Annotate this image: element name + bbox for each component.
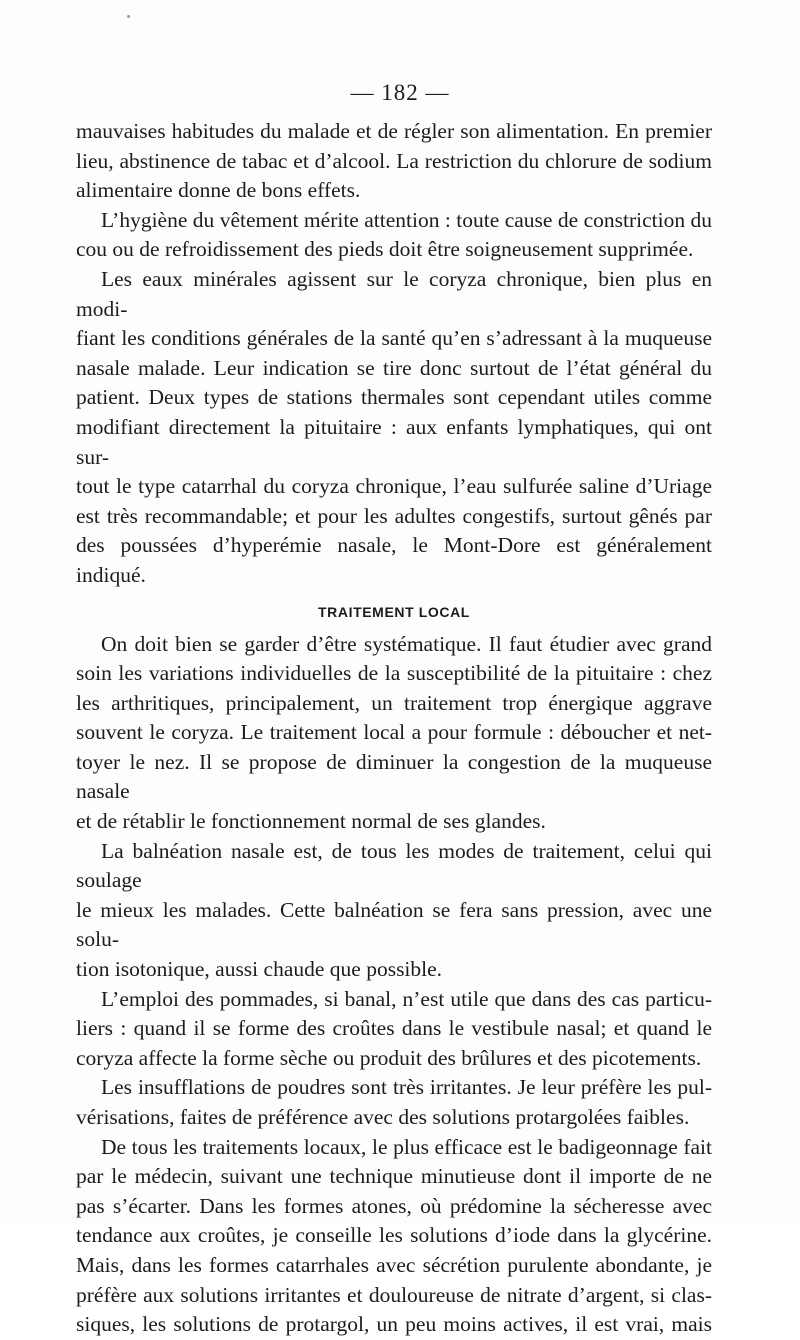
text-line: L’emploi des pommades, si banal, n’est utile que dans des cas particu-: [101, 986, 712, 1011]
paragraph: [76, 1073, 712, 1132]
text-line: patient. Deux types de stations thermales sont cependant utiles comme: [76, 385, 712, 410]
text-line: liers : quand il se forme des croûtes dans le vestibule nasal; et quand le: [76, 1016, 712, 1041]
text-line: De tous les traitements locaux, le plus efficace est le badigeonnage fait: [101, 1134, 712, 1159]
text-line: et de rétablir le fonctionnement normal de ses glandes.: [76, 809, 546, 834]
text-line: cou ou de refroidissement des pieds doit être soigneusement supprimée.: [76, 237, 694, 262]
section-heading: TRAITEMENT LOCAL: [318, 603, 470, 620]
paragraph-group-before: [76, 117, 712, 591]
text-line: tendance aux croûtes, je conseille les solutions d’iode dans la glycérine.: [76, 1223, 712, 1248]
text-line: La balnéation nasale est, de tous les modes de traitement, celui qui soulage: [76, 838, 712, 893]
text-line: le mieux les malades. Cette balnéation se fera sans pression, avec une solu-: [76, 897, 712, 952]
text-line: L’hygiène du vêtement mérite attention : toute cause de constriction du: [101, 207, 712, 232]
paragraph: [76, 265, 712, 591]
text-line: soin les variations individuelles de la susceptibilité de la pituitaire : chez: [76, 661, 712, 686]
text-line: fiant les conditions générales de la santé qu’en s’adressant à la muqueuse: [76, 326, 712, 351]
paragraph: [76, 837, 712, 985]
text-line: souvent le coryza. Le traitement local a pour formule : déboucher et net-: [76, 720, 712, 745]
text-line: alimentaire donne de bons effets.: [76, 178, 361, 203]
text-line: Mais, dans les formes catarrhales avec sécrétion purulente abondante, je: [76, 1252, 712, 1277]
text-line: coryza affecte la forme sèche ou produit des brûlures et des picotements.: [76, 1045, 702, 1070]
text-line: mauvaises habitudes du malade et de régler son alimentation. En premier: [76, 119, 712, 143]
paragraph: [76, 1133, 712, 1340]
body-text: [76, 117, 712, 1340]
paragraph: [76, 630, 712, 837]
paper-speck: [127, 15, 130, 18]
text-line: est très recommandable; et pour les adultes congestifs, surtout gênés par: [76, 503, 712, 528]
text-line: par le médecin, suivant une technique minutieuse dont il importe de ne: [76, 1164, 712, 1189]
text-line: préfère aux solutions irritantes et douloureuse de nitrate d’argent, si clas-: [76, 1282, 712, 1307]
paragraph-group-after: [76, 630, 712, 1340]
text-line: les arthritiques, principalement, un traitement trop énergique aggrave: [76, 690, 712, 715]
text-line: siques, les solutions de protargol, un peu moins actives, il est vrai, mais: [76, 1312, 712, 1337]
text-line: Les insufflations de poudres sont très irritantes. Je leur préfère les pul-: [101, 1075, 712, 1100]
text-line: lieu, abstinence de tabac et d’alcool. La restriction du chlorure de sodium: [76, 148, 712, 173]
paragraph: [76, 117, 712, 206]
text-line: On doit bien se garder d’être systématique. Il faut étudier avec grand: [101, 631, 712, 656]
text-line: vérisations, faites de préférence avec des solutions protargolées faibles.: [76, 1105, 690, 1129]
text-line: pas s’écarter. Dans les formes atones, où prédomine la sécheresse avec: [76, 1193, 712, 1218]
text-line: toyer le nez. Il se propose de diminuer la congestion de la muqueuse nasale: [76, 749, 712, 804]
text-line: tout le type catarrhal du coryza chronique, l’eau sulfurée saline d’Uriage: [76, 474, 712, 499]
text-line: nasale malade. Leur indication se tire donc surtout de l’état général du: [76, 355, 712, 380]
text-line: tion isotonique, aussi chaude que possible.: [76, 957, 443, 982]
text-line: modifiant directement la pituitaire : aux enfants lymphatiques, qui ont sur-: [76, 414, 712, 469]
paragraph: [76, 206, 712, 265]
paragraph: [76, 985, 712, 1074]
text-line: des poussées d’hyperémie nasale, le Mont-Dore est généralement indiqué.: [76, 533, 712, 587]
page-number: — 182 —: [350, 80, 450, 105]
text-line: Les eaux minérales agissent sur le coryza chronique, bien plus en modi-: [76, 266, 712, 321]
